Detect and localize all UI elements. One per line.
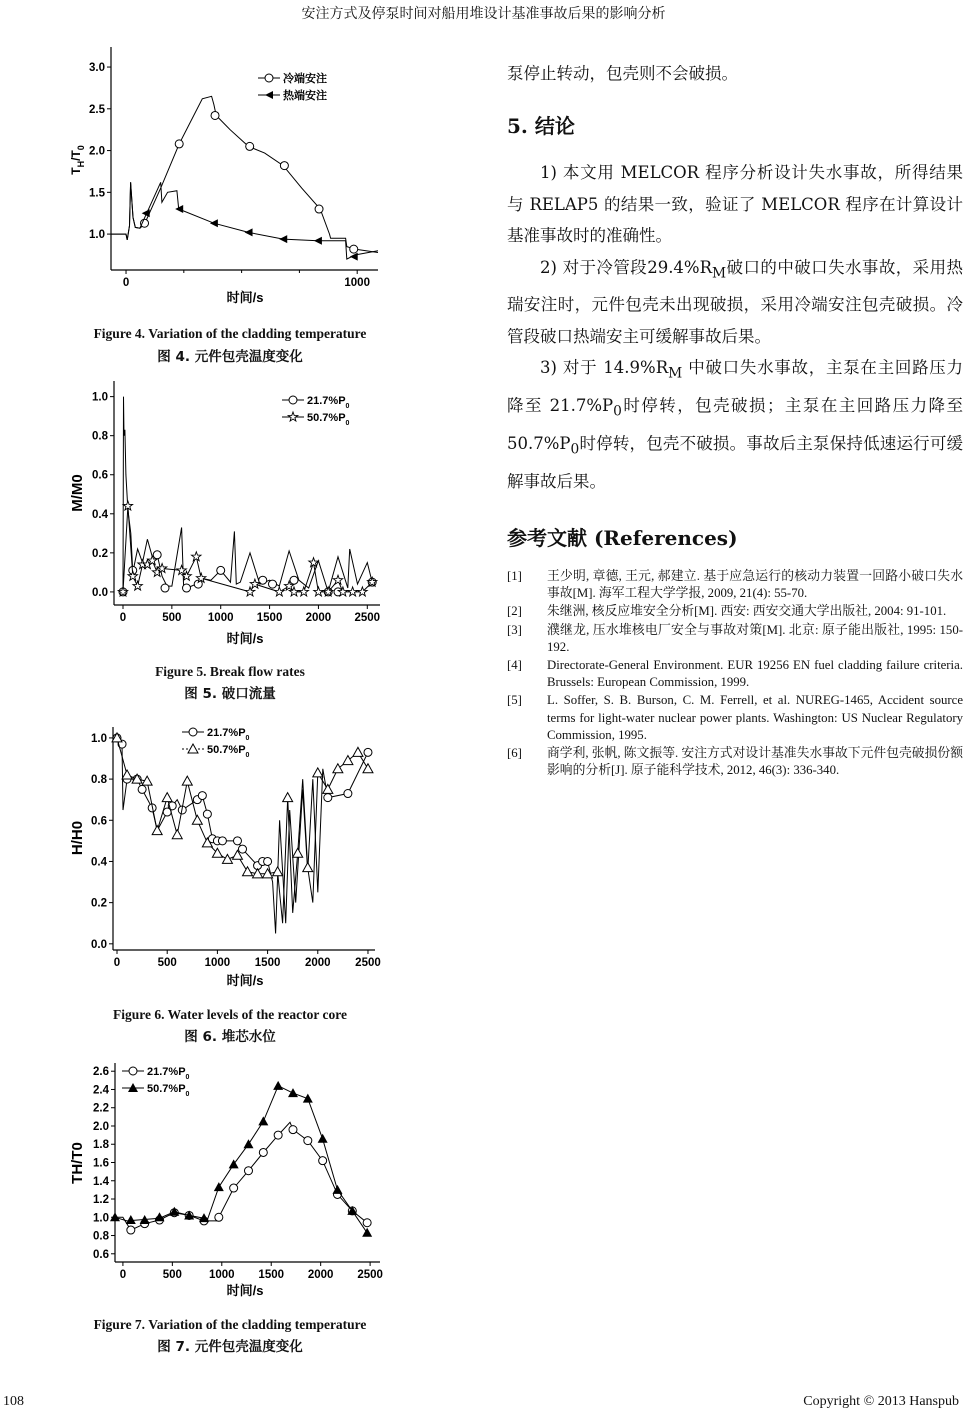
y-tick-label: 2.2 <box>93 1102 109 1115</box>
body-text <box>507 58 963 90</box>
data-point-marker <box>350 245 358 253</box>
x-tick-label: 2000 <box>304 957 331 969</box>
data-point-marker <box>289 1126 297 1134</box>
x-tick-label: 0 <box>119 612 127 624</box>
legend-label-text: 21.7%P <box>307 395 346 407</box>
data-point-marker <box>275 587 285 596</box>
y-axis-label: M/M0 <box>69 474 86 512</box>
x-tick-label: 1500 <box>258 1269 285 1281</box>
figure-6-caption-zh: 图 6. 堆芯水位 <box>184 1029 276 1045</box>
data-point-marker <box>293 848 303 857</box>
data-point-marker <box>192 815 202 824</box>
data-point-marker <box>203 810 211 818</box>
data-point-marker <box>230 1184 238 1192</box>
reference-text: 濮继龙, 压水堆核电厂安全与事故对策[M]. 北京: 原子能出版社, 1995: 150-192. <box>547 622 963 654</box>
data-point-marker <box>244 1167 252 1175</box>
legend-label <box>147 1083 190 1098</box>
data-point-marker <box>314 237 322 245</box>
data-point-marker <box>138 785 146 793</box>
reference-number: [6] <box>507 746 522 761</box>
legend-label <box>283 71 327 85</box>
data-point-marker <box>319 1157 327 1165</box>
x-tick-label: 500 <box>157 957 177 969</box>
figure-7-caption-zh: 图 7. 元件包壳温度变化 <box>157 1339 303 1355</box>
y-tick-label: 0.4 <box>92 508 108 521</box>
text: 时停转，包壳破损；主泵在主回路压力降至 50.7%P <box>507 396 963 453</box>
x-axis-label: 时间/s <box>226 290 264 305</box>
data-point-marker <box>217 566 225 574</box>
text: 3) 对于 14.9%R <box>540 358 669 378</box>
y-tick-label: 2.6 <box>93 1066 109 1079</box>
section-heading-conclusion: 5. 结论 <box>507 114 575 138</box>
y-tick-label: 0.2 <box>92 547 108 560</box>
data-point-marker <box>110 1212 120 1221</box>
reference-item <box>507 692 963 744</box>
x-tick-label: 0 <box>119 1269 127 1281</box>
series-line-0 <box>123 397 372 592</box>
reference-number: [3] <box>507 622 522 637</box>
legend-label-sub: 0 <box>345 403 350 410</box>
y-axis-label-part: H <box>76 160 86 168</box>
legend-label-text: 热端安注 <box>283 90 327 102</box>
y-tick-label: 2.5 <box>89 103 105 116</box>
legend-label <box>283 88 327 102</box>
y-axis-label-part: 0 <box>76 145 86 151</box>
reference-item <box>507 603 963 620</box>
reference-text: L. Soffer, S. B. Burson, C. M. Ferrell, et al. NUREG-1465, Accident source terms for light-water nuclear power plants. Washington: US Nuclear Regulatory Commission, 1995. <box>547 693 963 742</box>
legend-marker <box>188 744 198 753</box>
x-tick-label: 0 <box>122 277 130 289</box>
y-axis-label: H/H0 <box>69 820 86 856</box>
data-point-marker <box>333 764 343 773</box>
x-tick-label: 2500 <box>354 612 381 624</box>
y-tick-label: 1.8 <box>93 1139 109 1152</box>
data-point-marker <box>363 764 373 773</box>
reference-item <box>507 568 963 602</box>
data-point-marker <box>153 551 161 559</box>
legend-label-text: 50.7%P <box>207 744 246 756</box>
data-point-marker <box>214 1182 224 1191</box>
subscript: 0 <box>613 403 622 420</box>
data-point-marker <box>218 837 226 845</box>
y-axis-label <box>69 145 86 175</box>
y-tick-label: 0.8 <box>91 774 107 787</box>
x-tick-label: 1000 <box>344 277 370 289</box>
data-point-marker <box>274 1131 282 1139</box>
chart-figure-4 <box>60 40 400 325</box>
reference-number: [2] <box>507 604 522 619</box>
conclusion-1: 1) 本文用 MELCOR 程序分析设计失水事故，所得结果与 RELAP5 的结果一致，验证了 MELCOR 程序在计算设计基准事故时的准确性。 <box>507 163 963 245</box>
data-point-marker <box>215 1213 223 1221</box>
data-point-marker <box>303 863 313 872</box>
legend-label-sub: 0 <box>185 1074 190 1081</box>
data-point-marker <box>362 1228 372 1237</box>
data-point-marker <box>324 794 332 802</box>
y-tick-label: 1.0 <box>92 391 108 404</box>
text: 中破口失水事故，主泵在主回路压力降至 21.7%P <box>507 358 964 416</box>
y-tick-label: 1.2 <box>93 1194 109 1207</box>
x-tick-label: 0 <box>113 957 121 969</box>
data-point-marker <box>283 793 293 802</box>
data-point-marker <box>245 228 253 236</box>
y-axis-label: TH/T0 <box>69 1142 86 1184</box>
data-point-marker <box>222 854 232 863</box>
y-tick-label: 0.0 <box>92 586 108 599</box>
y-tick-label: 0.8 <box>93 1230 109 1243</box>
subscript: M <box>712 264 727 281</box>
legend-label-sub: 0 <box>345 420 350 427</box>
x-tick-label: 1000 <box>207 612 234 624</box>
legend-label-sub: 0 <box>245 752 250 759</box>
data-point-marker <box>211 111 219 119</box>
legend-marker <box>129 1067 137 1075</box>
y-axis-label-part: T <box>69 167 83 175</box>
data-point-marker <box>333 575 343 584</box>
conclusions <box>507 157 963 497</box>
data-point-marker <box>364 748 372 756</box>
data-point-marker <box>273 1081 283 1090</box>
data-point-marker <box>303 1094 313 1103</box>
x-tick-label: 1500 <box>254 957 281 969</box>
figure-7-caption-en: Figure 7. Variation of the cladding temperature <box>93 1317 367 1332</box>
reference-number: [4] <box>507 658 522 673</box>
legend-label <box>207 744 250 759</box>
data-point-marker <box>313 768 323 777</box>
x-tick-label: 2500 <box>355 957 381 969</box>
data-point-marker <box>273 867 283 876</box>
y-tick-label: 1.0 <box>89 229 105 242</box>
x-tick-label: 2000 <box>307 1269 334 1281</box>
legend-marker <box>288 412 298 421</box>
x-tick-label: 1000 <box>204 957 231 969</box>
data-point-marker <box>350 253 358 261</box>
reference-number: [5] <box>507 693 522 708</box>
data-point-marker <box>175 205 183 213</box>
chart-figure-6 <box>60 720 400 1005</box>
series-line-0 <box>115 1122 367 1230</box>
data-point-marker <box>290 576 298 584</box>
series-line-1 <box>115 1086 367 1233</box>
y-tick-label: 2.0 <box>93 1120 109 1133</box>
legend-label-sub: 0 <box>185 1091 190 1098</box>
data-point-marker <box>162 793 172 802</box>
figure-5-caption-en: Figure 5. Break flow rates <box>155 664 305 679</box>
x-axis-label: 时间/s <box>226 631 264 646</box>
legend-label <box>307 395 350 410</box>
data-point-marker <box>177 565 187 574</box>
legend-label-text: 50.7%P <box>147 1083 186 1095</box>
figure-5-caption-zh: 图 5. 破口流量 <box>184 686 276 702</box>
data-point-marker <box>314 587 324 596</box>
data-point-marker <box>246 142 254 150</box>
y-tick-label: 1.6 <box>93 1157 109 1170</box>
figure-4-caption-zh: 图 4. 元件包壳温度变化 <box>157 349 303 365</box>
data-point-marker <box>323 784 333 793</box>
data-point-marker <box>127 1226 135 1234</box>
series-line-0 <box>117 738 368 934</box>
legend-label-sub: 0 <box>245 735 250 742</box>
x-tick-label: 500 <box>162 1269 182 1281</box>
y-tick-label: 0.8 <box>92 430 108 443</box>
reference-item <box>507 657 963 691</box>
data-point-marker <box>280 162 288 170</box>
y-tick-label: 0.6 <box>91 815 107 828</box>
legend-label <box>147 1066 190 1081</box>
x-tick-label: 1500 <box>256 612 283 624</box>
data-point-marker <box>243 867 253 876</box>
data-point-marker <box>304 1137 312 1145</box>
y-tick-label: 2.0 <box>89 145 105 158</box>
reference-text: 王少明, 章德, 王元, 郝建立. 基于应急运行的核动力装置一回路小破口失水事故[M]. 海军工程大学学报, 2009, 21(4): 55-70. <box>547 569 963 601</box>
data-point-marker <box>259 1148 267 1156</box>
copyright: Copyright © 2013 Hanspub <box>803 1394 959 1409</box>
data-point-marker <box>175 140 183 148</box>
data-point-marker <box>198 792 206 800</box>
y-tick-label: 1.0 <box>91 732 107 745</box>
data-point-marker <box>299 587 309 596</box>
data-point-marker <box>288 1088 298 1097</box>
data-point-marker <box>279 235 287 243</box>
legend-marker <box>265 74 273 82</box>
legend-marker <box>289 396 297 404</box>
text: 2) 对于冷管段29.4%R <box>540 257 713 277</box>
text: 破口的中破口失水事故，采用热瑞安注时，元件包壳未出现破损，采用冷端安注包壳破损。冷管段破口热端安主可缓解事故后果。 <box>507 257 964 346</box>
data-point-marker <box>264 857 272 865</box>
x-tick-label: 500 <box>162 612 182 624</box>
reference-item <box>507 745 963 779</box>
data-point-marker <box>229 1159 239 1168</box>
x-axis-label: 时间/s <box>226 1283 264 1298</box>
legend-label-text: 21.7%P <box>147 1066 186 1078</box>
references-heading: 参考文献 (References) <box>507 526 738 550</box>
text: 时停转，包壳不破损。事故后主泵保持低速运行可缓解事故后果。 <box>507 433 963 491</box>
data-point-marker <box>182 776 192 785</box>
data-point-marker <box>318 1134 328 1143</box>
chart-figure-5 <box>60 375 400 665</box>
x-tick-label: 1000 <box>208 1269 235 1281</box>
data-point-marker <box>363 1219 371 1227</box>
conclusion-3 <box>507 352 963 497</box>
legend-marker <box>189 728 197 736</box>
reference-text: Directorate-General Environment. EUR 19256 EN fuel cladding failure criteria. Brussels: European Commission, 1999. <box>547 658 963 690</box>
paragraph-continued: 泵停止转动，包壳则不会破损。 <box>507 64 738 83</box>
y-tick-label: 2.4 <box>93 1084 109 1097</box>
subscript: 0 <box>570 441 580 458</box>
legend-label-text: 50.7%P <box>307 412 346 424</box>
reference-text: 朱继洲, 核反应堆安全分析[M]. 西安: 西安交通大学出版社, 2004: 91-101. <box>547 604 947 619</box>
y-tick-label: 0.6 <box>92 469 108 482</box>
y-tick-label: 0.6 <box>93 1248 109 1261</box>
reference-number: [1] <box>507 569 522 583</box>
page-number: 108 <box>3 1394 24 1409</box>
data-point-marker <box>258 1116 268 1125</box>
figure-6-caption-en: Figure 6. Water levels of the reactor core <box>113 1007 347 1022</box>
reference-item <box>507 622 963 656</box>
y-axis-label-part: /T <box>69 150 83 161</box>
data-point-marker <box>259 576 267 584</box>
data-point-marker <box>238 845 246 853</box>
conclusion-2 <box>507 252 963 353</box>
series-line-1 <box>111 182 378 259</box>
data-point-marker <box>353 747 363 756</box>
data-point-marker <box>210 219 218 227</box>
series-line-0 <box>111 96 378 252</box>
data-point-marker <box>348 587 358 596</box>
data-point-marker <box>183 584 191 592</box>
data-point-marker <box>133 581 143 590</box>
reference-text: 商学利, 张帆, 陈文振等. 安注方式对设计基准失水事故下元件包壳破损份额影响的分析[J]. 原子能科学技术, 2012, 46(3): 336-340. <box>547 746 963 778</box>
data-point-marker <box>152 826 162 835</box>
legend-label-text: 冷端安注 <box>283 73 327 85</box>
chart-figure-7 <box>60 1055 400 1315</box>
data-point-marker <box>122 770 132 779</box>
data-point-marker <box>172 830 182 839</box>
y-tick-label: 3.0 <box>89 62 105 75</box>
data-point-marker <box>343 756 353 765</box>
figure-4-caption-en: Figure 4. Variation of the cladding temperature <box>93 326 367 341</box>
y-tick-label: 1.4 <box>93 1175 109 1188</box>
y-tick-label: 0.4 <box>91 856 107 869</box>
data-point-marker <box>161 584 169 592</box>
y-tick-label: 0.0 <box>91 938 107 951</box>
reference-list <box>507 568 963 780</box>
legend-label <box>207 727 250 742</box>
y-tick-label: 1.5 <box>89 187 105 200</box>
data-point-marker <box>126 1215 136 1224</box>
legend-label <box>307 412 350 427</box>
x-tick-label: 2500 <box>357 1269 383 1281</box>
data-point-marker <box>344 790 352 798</box>
x-axis-label: 时间/s <box>226 973 264 988</box>
x-tick-label: 2000 <box>305 612 332 624</box>
data-point-marker <box>269 580 277 588</box>
running-header: 安注方式及停泵时间对船用堆设计基准事故后果的影响分析 <box>301 6 666 22</box>
legend-marker <box>265 91 273 99</box>
data-point-marker <box>245 587 255 596</box>
data-point-marker <box>192 552 202 561</box>
y-tick-label: 0.2 <box>91 897 107 910</box>
data-point-marker <box>243 1139 253 1148</box>
legend-label-text: 21.7%P <box>207 727 246 739</box>
data-point-marker <box>233 837 241 845</box>
y-tick-label: 1.0 <box>93 1212 109 1225</box>
subscript: M <box>668 365 683 382</box>
data-point-marker <box>315 205 323 213</box>
